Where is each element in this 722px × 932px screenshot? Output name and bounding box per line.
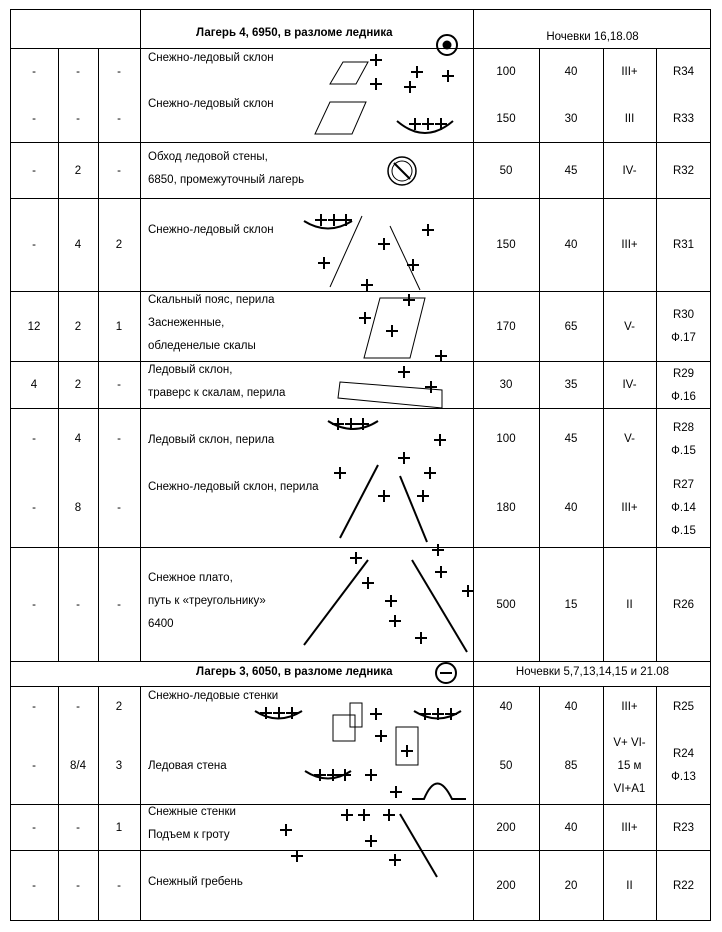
cross-mark-icon: [328, 214, 340, 226]
cell-c1: -: [32, 433, 36, 445]
cell-c2: 8: [74, 502, 82, 514]
cell-steep: 85: [564, 759, 578, 772]
cross-mark-icon: [370, 54, 382, 66]
cell-cat: II: [626, 879, 633, 892]
cell-steep: 40: [564, 821, 578, 834]
route-description: обледенелые скалы: [148, 340, 256, 352]
camp3-title: Лагерь 3, 6050, в разломе ледника: [196, 666, 393, 678]
cell-cat: III+: [621, 821, 638, 834]
cell-c3: 2: [115, 239, 123, 251]
cell-ref: Ф.13: [671, 771, 696, 783]
cross-mark-icon: [291, 850, 303, 862]
cell-len: 200: [496, 821, 516, 834]
camp4-title: Лагерь 4, 6950, в разломе ледника: [196, 27, 393, 39]
cross-mark-icon: [350, 552, 362, 564]
cell-c2: 2: [74, 320, 82, 333]
cell-c1: 4: [30, 379, 38, 391]
cell-ref: R22: [672, 879, 695, 892]
cell-c1: -: [32, 759, 36, 772]
cross-mark-icon: [434, 434, 446, 446]
cross-mark-icon: [398, 452, 410, 464]
cell-c2: -: [76, 112, 80, 125]
cell-c3: -: [117, 66, 121, 78]
cell-len: 100: [496, 66, 516, 78]
route-description: Скальный пояс, перила: [148, 294, 275, 306]
cross-mark-icon: [415, 632, 427, 644]
cell-cat: IV-: [622, 164, 637, 177]
cell-c3: -: [117, 112, 121, 125]
cross-mark-icon: [390, 786, 402, 798]
cell-c1: -: [32, 879, 36, 892]
cross-mark-icon: [341, 809, 353, 821]
cell-c1: -: [32, 164, 36, 177]
route-description: Подъем к гроту: [148, 829, 230, 841]
cell-steep: 15: [564, 598, 578, 611]
cross-mark-icon: [407, 259, 419, 271]
cross-mark-icon: [462, 585, 474, 597]
camp4-note: Ночевки 16,18.08: [546, 31, 639, 43]
cell-c3: -: [117, 379, 121, 391]
cell-c2: -: [76, 66, 80, 78]
cross-mark-icon: [280, 824, 292, 836]
cell-cat: III+: [621, 701, 638, 713]
cell-ref: Ф.17: [671, 332, 696, 344]
cell-cat: V-: [624, 433, 635, 445]
cell-steep: 45: [564, 164, 578, 177]
cell-c2: -: [76, 598, 80, 611]
cross-mark-icon: [442, 70, 454, 82]
cell-c3: 2: [115, 701, 123, 713]
cell-c2: -: [76, 701, 80, 713]
cell-len: 180: [496, 502, 516, 514]
cell-cat: IV-: [622, 379, 637, 391]
cross-mark-icon: [435, 350, 447, 362]
cross-mark-icon: [362, 577, 374, 589]
route-description: Обход ледовой стены,: [148, 151, 268, 163]
cross-mark-icon: [424, 467, 436, 479]
route-description: траверс к скалам, перила: [148, 387, 286, 399]
route-description: Снежно-ледовый склон: [148, 98, 274, 110]
cell-cat: V+ VI-: [613, 736, 646, 749]
cross-mark-icon: [404, 81, 416, 93]
cell-c2: 4: [74, 433, 82, 445]
cell-c3: 3: [115, 759, 123, 772]
cell-len: 500: [496, 598, 516, 611]
cell-c1: 12: [27, 320, 41, 333]
cell-ref: R25: [672, 701, 695, 713]
route-description: Снежно-ледовый склон: [148, 52, 274, 64]
camp4-icon: [437, 35, 457, 55]
cell-ref: R28: [672, 421, 695, 434]
cell-c2: 2: [74, 164, 82, 177]
cell-len: 150: [496, 112, 516, 125]
cross-mark-icon: [365, 835, 377, 847]
cell-len: 150: [496, 239, 516, 251]
cross-mark-icon: [425, 381, 437, 393]
route-description: 6850, промежуточный лагерь: [148, 174, 305, 186]
cross-mark-icon: [359, 312, 371, 324]
cross-mark-icon: [358, 809, 370, 821]
cell-ref: R29: [672, 367, 695, 380]
cross-mark-icon: [375, 730, 387, 742]
cell-ref: R32: [672, 164, 695, 177]
cross-mark-icon: [315, 214, 327, 226]
cell-len: 40: [499, 701, 513, 713]
cell-ref: Ф.16: [671, 390, 696, 403]
cross-mark-icon: [378, 490, 390, 502]
cell-ref: R30: [672, 309, 695, 321]
cell-ref: R33: [672, 112, 695, 125]
cross-mark-icon: [389, 854, 401, 866]
cell-c1: -: [32, 701, 36, 713]
cross-mark-icon: [389, 615, 401, 627]
cross-mark-icon: [422, 224, 434, 236]
cell-steep: 40: [564, 239, 578, 251]
cross-mark-icon: [398, 366, 410, 378]
cell-cat: III+: [621, 239, 638, 251]
cell-c1: -: [32, 112, 36, 125]
cross-mark-icon: [403, 294, 415, 306]
cross-mark-icon: [435, 118, 447, 130]
cell-c2: 8/4: [70, 759, 86, 772]
cell-cat: III: [624, 112, 635, 125]
cell-c3: 1: [115, 821, 123, 834]
cell-steep: 30: [564, 112, 578, 125]
route-description: Снежное плато,: [148, 572, 233, 584]
cross-mark-icon: [378, 238, 390, 250]
cell-steep: 65: [564, 320, 578, 333]
cell-ref: Ф.15: [671, 525, 696, 537]
cross-mark-icon: [385, 595, 397, 607]
cross-mark-icon: [401, 745, 413, 757]
cell-len: 30: [499, 379, 513, 391]
cell-steep: 40: [564, 66, 578, 78]
cross-mark-icon: [409, 118, 421, 130]
cell-steep: 40: [564, 701, 578, 713]
cell-cat: II: [626, 598, 633, 611]
cell-ref: R23: [672, 821, 695, 834]
route-description: Ледовый склон,: [148, 364, 233, 376]
cell-cat: VI+A1: [613, 782, 646, 795]
cross-mark-icon: [318, 257, 330, 269]
cell-c3: -: [117, 164, 121, 177]
route-description: Снежно-ледовый склон, перила: [148, 481, 319, 493]
cross-mark-icon: [417, 490, 429, 502]
route-description: путь к «треугольнику»: [148, 595, 266, 607]
cell-ref: Ф.15: [671, 444, 696, 457]
cell-cat: 15 м: [617, 759, 642, 772]
cross-mark-icon: [365, 769, 377, 781]
cell-len: 50: [499, 759, 513, 772]
cell-c1: -: [32, 598, 36, 611]
cell-c1: -: [32, 239, 36, 251]
cross-mark-icon: [340, 214, 352, 226]
cell-ref: Ф.14: [671, 502, 696, 514]
cell-c2: 2: [74, 379, 82, 391]
cross-mark-icon: [370, 708, 382, 720]
cell-ref: R34: [672, 66, 695, 78]
cross-mark-icon: [383, 809, 395, 821]
cell-c1: -: [32, 502, 36, 514]
cell-steep: 20: [564, 879, 578, 892]
cell-len: 200: [496, 879, 516, 892]
camp3-note: Ночевки 5,7,13,14,15 и 21.08: [515, 666, 670, 678]
route-description: Ледовый склон, перила: [148, 434, 275, 446]
route-description: Ледовая стена: [148, 760, 227, 772]
route-description: Заснеженные,: [148, 317, 225, 329]
cell-c2: -: [76, 879, 80, 892]
cross-mark-icon: [411, 66, 423, 78]
cell-len: 170: [496, 320, 516, 333]
route-description: Снежные стенки: [148, 806, 236, 818]
route-description: Снежный гребень: [148, 876, 243, 888]
cross-mark-icon: [386, 325, 398, 337]
cell-c1: -: [32, 66, 36, 78]
cell-ref: R27: [672, 479, 695, 491]
cell-c2: 4: [74, 239, 82, 251]
cell-c3: -: [117, 502, 121, 514]
cell-cat: III+: [621, 66, 638, 78]
cell-c3: -: [117, 879, 121, 892]
cross-mark-icon: [339, 769, 351, 781]
cross-mark-icon: [432, 544, 444, 556]
route-description: Снежно-ледовые стенки: [148, 690, 279, 702]
cell-ref: R26: [672, 598, 695, 611]
cross-mark-icon: [361, 279, 373, 291]
cross-mark-icon: [435, 566, 447, 578]
cell-cat: III+: [621, 502, 638, 514]
cell-ref: R31: [672, 239, 695, 251]
route-description: 6400: [148, 618, 174, 630]
cell-cat: V-: [624, 320, 635, 333]
cross-mark-icon: [334, 467, 346, 479]
cell-ref: R24: [672, 748, 695, 760]
cell-c2: -: [76, 821, 80, 834]
cell-c1: -: [32, 821, 36, 834]
cross-mark-icon: [370, 78, 382, 90]
route-description: Снежно-ледовый склон: [148, 224, 274, 236]
cell-steep: 35: [564, 379, 578, 391]
cross-mark-icon: [422, 118, 434, 130]
cell-c3: 1: [115, 320, 123, 333]
cell-steep: 40: [564, 502, 578, 514]
cell-c3: -: [117, 433, 121, 445]
cell-len: 50: [499, 164, 513, 177]
cell-len: 100: [496, 433, 516, 445]
cell-c3: -: [117, 598, 121, 611]
cell-steep: 45: [564, 433, 578, 445]
camp3-icon: [436, 663, 456, 683]
